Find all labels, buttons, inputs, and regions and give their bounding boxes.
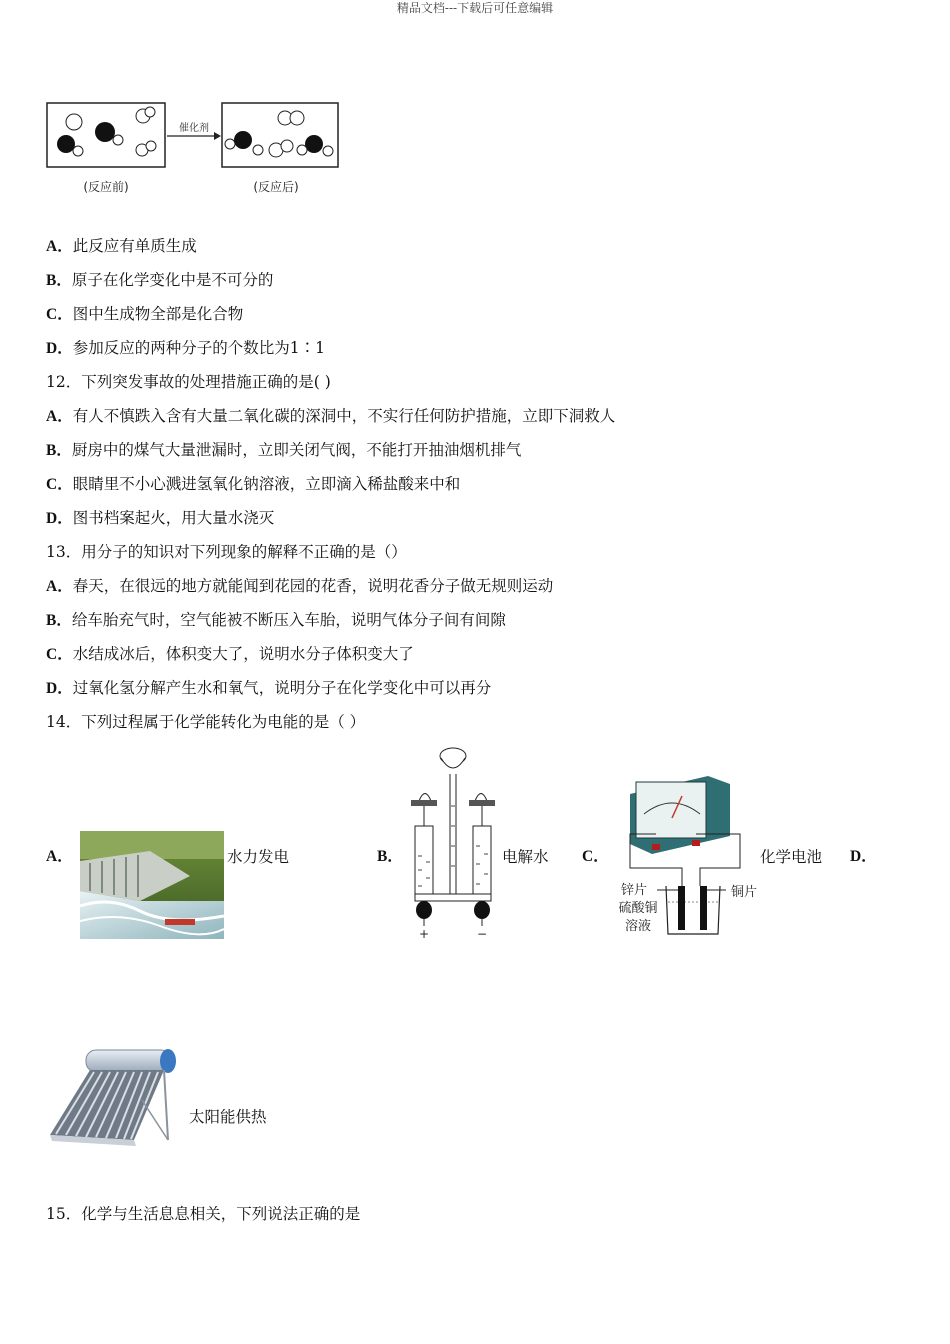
catalyst-label: 催化剂 — [179, 123, 209, 134]
plus-sign: + — [418, 927, 430, 941]
q14-option-c-letter: C． — [582, 848, 609, 865]
q11-option-a: A．此反应有单质生成 — [46, 237, 197, 255]
q11-option-d: D．参加反应的两种分子的个数比为1∶1 — [46, 339, 325, 357]
q11-option-b: B．原子在化学变化中是不可分的 — [46, 271, 274, 289]
electrolysis-apparatus — [403, 746, 503, 942]
q12-stem: 12．下列突发事故的处理措施正确的是( ) — [46, 373, 331, 391]
q13-stem: 13．用分子的知识对下列现象的解释不正确的是（） — [46, 543, 407, 561]
minus-sign: − — [476, 927, 488, 941]
q14-option-d-caption: 太阳能供热 — [189, 1108, 267, 1126]
chemical-battery-apparatus — [612, 774, 762, 940]
reaction-diagram — [46, 98, 346, 200]
q14-option-d-letter: D． — [850, 848, 877, 865]
q13-option-d: D．过氧化氢分解产生水和氧气，说明分子在化学变化中可以再分 — [46, 679, 492, 697]
q11-option-c: C．图中生成物全部是化合物 — [46, 305, 244, 323]
q12-option-d: D．图书档案起火，用大量水浇灭 — [46, 509, 275, 527]
q14-option-b-caption: 电解水 — [502, 848, 549, 866]
q14-option-a-letter: A． — [46, 848, 73, 865]
solution-label-1: 硫酸铜 — [618, 901, 658, 916]
q13-option-a: A．春天，在很远的地方就能闻到花园的花香，说明花香分子做无规则运动 — [46, 577, 554, 595]
solution-label-2: 溶液 — [624, 919, 652, 934]
q13-option-c: C．水结成冰后，体积变大了，说明水分子体积变大了 — [46, 645, 414, 663]
q12-option-a: A．有人不慎跌入含有大量二氧化碳的深洞中，不实行任何防护措施，立即下洞救人 — [46, 407, 616, 425]
q12-option-b: B．厨房中的煤气大量泄漏时，立即关闭气阀，不能打开抽油烟机排气 — [46, 441, 522, 459]
hydropower-image — [80, 831, 224, 939]
q14-option-a-caption: 水力发电 — [227, 848, 290, 866]
q13-option-b: B．给车胎充气时，空气能被不断压入车胎，说明气体分子间有间隙 — [46, 611, 506, 629]
q15-stem: 15．化学与生活息息相关，下列说法正确的是 — [46, 1205, 361, 1223]
solar-heater-image — [46, 1040, 182, 1150]
copper-label: 铜片 — [730, 885, 758, 900]
q14-option-c-caption: 化学电池 — [760, 848, 823, 866]
q14-stem: 14．下列过程属于化学能转化为电能的是（ ） — [46, 713, 366, 731]
zinc-label: 锌片 — [620, 883, 648, 898]
before-label: (反应前) — [83, 180, 129, 194]
q12-option-c: C．眼睛里不小心溅进氢氧化钠溶液，立即滴入稀盐酸来中和 — [46, 475, 461, 493]
q14-option-b-letter: B． — [377, 848, 403, 865]
after-label: (反应后) — [253, 180, 299, 194]
page-header: 精品文档---下载后可任意编辑 — [396, 1, 554, 15]
